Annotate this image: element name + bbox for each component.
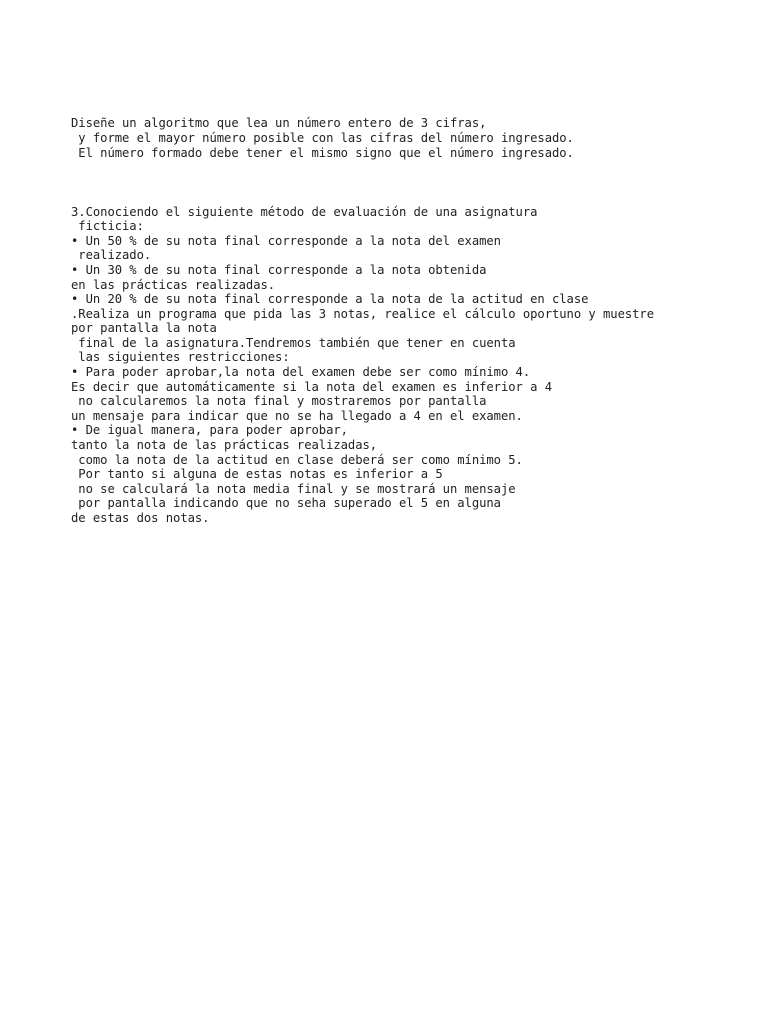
p2-line-21: por pantalla indicando que no seha superado el 5 en alguna <box>71 496 501 510</box>
p2-line-12: • Para poder aprobar,la nota del examen debe ser como mínimo 4. <box>71 365 531 379</box>
p2-line-5: • Un 30 % de su nota final corresponde a la nota obtenida <box>71 263 487 277</box>
p2-line-13: Es decir que automáticamente si la nota del examen es inferior a 4 <box>71 380 552 394</box>
p2-line-10: final de la asignatura.Tendremos también que tener en cuenta <box>71 336 516 350</box>
p2-line-15: un mensaje para indicar que no se ha llegado a 4 en el examen. <box>71 409 523 423</box>
p1-line-1: Diseñe un algoritmo que lea un número entero de 3 cifras, <box>71 116 487 130</box>
p2-line-2: ficticia: <box>71 219 144 233</box>
p2-line-19: Por tanto si alguna de estas notas es inferior a 5 <box>71 467 443 481</box>
p2-line-20: no se calculará la nota media final y se mostrará un mensaje <box>71 482 516 496</box>
p2-line-4: realizado. <box>71 248 152 262</box>
p2-line-6: en las prácticas realizadas. <box>71 278 276 292</box>
p2-line-14: no calcularemos la nota final y mostraremos por pantalla <box>71 394 487 408</box>
p2-line-22: de estas dos notas. <box>71 511 210 525</box>
p1-line-2: y forme el mayor número posible con las cifras del número ingresado. <box>71 131 574 145</box>
p2-line-17: tanto la nota de las prácticas realizadas, <box>71 438 378 452</box>
p2-line-1: 3.Conociendo el siguiente método de evaluación de una asignatura <box>71 205 538 219</box>
p2-line-9: por pantalla la nota <box>71 321 217 335</box>
p1-line-3: El número formado debe tener el mismo signo que el número ingresado. <box>71 146 574 160</box>
p2-line-3: • Un 50 % de su nota final corresponde a la nota del examen <box>71 234 501 248</box>
p2-line-11: las siguientes restricciones: <box>71 350 290 364</box>
p2-line-18: como la nota de la actitud en clase deberá ser como mínimo 5. <box>71 453 523 467</box>
p2-line-8: .Realiza un programa que pida las 3 notas, realice el cálculo oportuno y muestre <box>71 307 655 321</box>
p2-line-16: • De igual manera, para poder aprobar, <box>71 423 348 437</box>
p2-line-7: • Un 20 % de su nota final corresponde a la nota de la actitud en clase <box>71 292 589 306</box>
